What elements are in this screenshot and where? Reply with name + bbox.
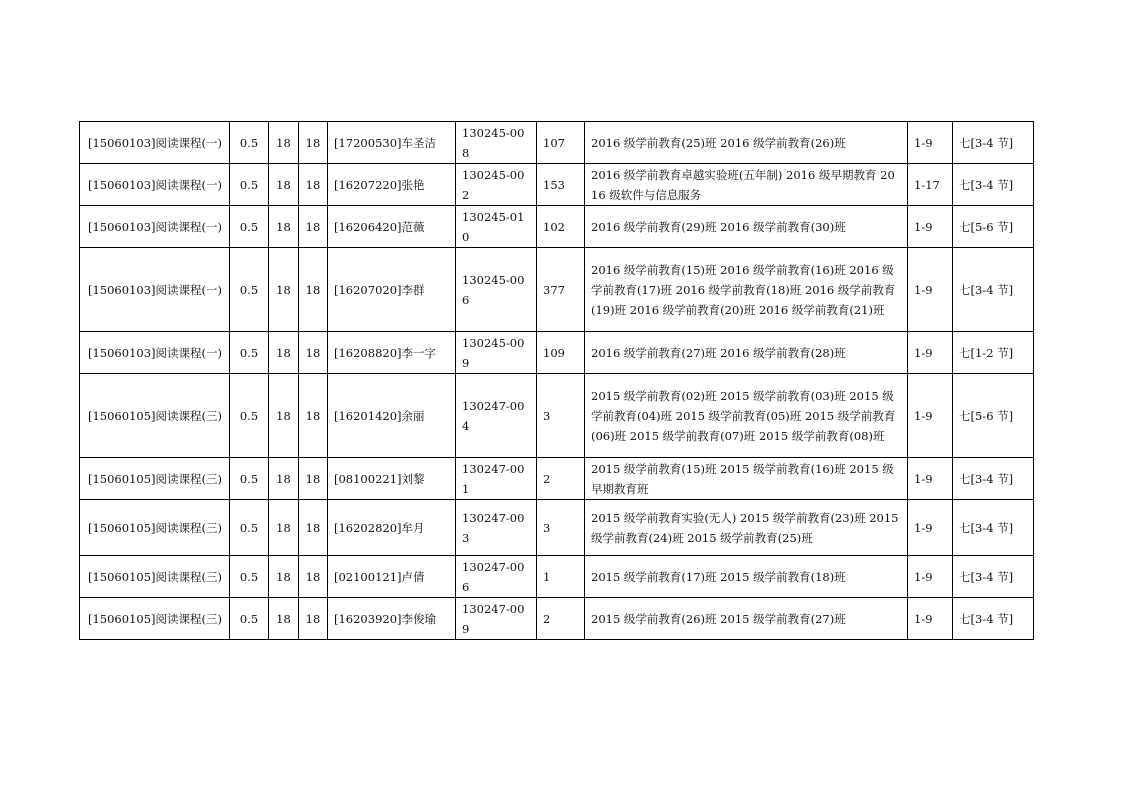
student-count-cell: 1 <box>537 556 585 598</box>
weeks-cell: 1-9 <box>908 458 953 500</box>
hours-weekly-cell: 18 <box>299 458 328 500</box>
hours-weekly-cell: 18 <box>299 374 328 458</box>
weeks-cell: 1-9 <box>908 556 953 598</box>
time-slot-cell: 七[3-4 节] <box>953 248 1034 332</box>
course-name-cell: [15060105]阅读课程(三) <box>80 500 230 556</box>
classes-cell: 2015 级学前教育实验(无人) 2015 级学前教育(23)班 2015 级学前教育(24)班 2015 级学前教育(25)班 <box>585 500 908 556</box>
credit-cell: 0.5 <box>230 206 269 248</box>
credit-cell: 0.5 <box>230 164 269 206</box>
class-code-cell: 130245-010 <box>456 206 537 248</box>
teacher-cell: [16207020]李群 <box>328 248 456 332</box>
teacher-cell: [17200530]车圣洁 <box>328 122 456 164</box>
classes-cell: 2016 级学前教育卓越实验班(五年制) 2016 级早期教育 2016 级软件与信息服务 <box>585 164 908 206</box>
time-slot-cell: 七[3-4 节] <box>953 164 1034 206</box>
student-count-cell: 107 <box>537 122 585 164</box>
hours-weekly-cell: 18 <box>299 206 328 248</box>
teacher-cell: [16202820]牟月 <box>328 500 456 556</box>
hours-total-cell: 18 <box>269 206 299 248</box>
teacher-cell: [16203920]李俊瑜 <box>328 598 456 640</box>
credit-cell: 0.5 <box>230 122 269 164</box>
table-row <box>80 332 1034 374</box>
student-count-cell: 102 <box>537 206 585 248</box>
teacher-cell: [08100221]刘黎 <box>328 458 456 500</box>
table-row <box>80 500 1034 556</box>
class-code-cell: 130247-006 <box>456 556 537 598</box>
credit-cell: 0.5 <box>230 374 269 458</box>
table-row <box>80 458 1034 500</box>
class-code-cell: 130245-002 <box>456 164 537 206</box>
time-slot-cell: 七[3-4 节] <box>953 500 1034 556</box>
weeks-cell: 1-9 <box>908 374 953 458</box>
hours-total-cell: 18 <box>269 598 299 640</box>
student-count-cell: 3 <box>537 500 585 556</box>
hours-weekly-cell: 18 <box>299 164 328 206</box>
weeks-cell: 1-9 <box>908 206 953 248</box>
table-row <box>80 556 1034 598</box>
weeks-cell: 1-9 <box>908 500 953 556</box>
time-slot-cell: 七[3-4 节] <box>953 556 1034 598</box>
time-slot-cell: 七[3-4 节] <box>953 598 1034 640</box>
student-count-cell: 109 <box>537 332 585 374</box>
teacher-cell: [16208820]李一字 <box>328 332 456 374</box>
credit-cell: 0.5 <box>230 248 269 332</box>
hours-total-cell: 18 <box>269 332 299 374</box>
credit-cell: 0.5 <box>230 458 269 500</box>
course-name-cell: [15060103]阅读课程(一) <box>80 164 230 206</box>
time-slot-cell: 七[5-6 节] <box>953 374 1034 458</box>
hours-weekly-cell: 18 <box>299 500 328 556</box>
classes-cell: 2015 级学前教育(26)班 2015 级学前教育(27)班 <box>585 598 908 640</box>
course-schedule-page <box>79 121 1033 640</box>
hours-weekly-cell: 18 <box>299 332 328 374</box>
weeks-cell: 1-9 <box>908 332 953 374</box>
classes-cell: 2015 级学前教育(17)班 2015 级学前教育(18)班 <box>585 556 908 598</box>
hours-weekly-cell: 18 <box>299 122 328 164</box>
student-count-cell: 3 <box>537 374 585 458</box>
time-slot-cell: 七[3-4 节] <box>953 458 1034 500</box>
course-name-cell: [15060103]阅读课程(一) <box>80 122 230 164</box>
course-name-cell: [15060103]阅读课程(一) <box>80 248 230 332</box>
credit-cell: 0.5 <box>230 332 269 374</box>
class-code-cell: 130245-008 <box>456 122 537 164</box>
course-schedule-table <box>79 121 1034 640</box>
teacher-cell: [02100121]卢倩 <box>328 556 456 598</box>
credit-cell: 0.5 <box>230 556 269 598</box>
table-row <box>80 374 1034 458</box>
time-slot-cell: 七[3-4 节] <box>953 122 1034 164</box>
hours-total-cell: 18 <box>269 374 299 458</box>
student-count-cell: 2 <box>537 598 585 640</box>
table-row <box>80 598 1034 640</box>
class-code-cell: 130247-001 <box>456 458 537 500</box>
hours-total-cell: 18 <box>269 164 299 206</box>
weeks-cell: 1-17 <box>908 164 953 206</box>
classes-cell: 2016 级学前教育(29)班 2016 级学前教育(30)班 <box>585 206 908 248</box>
class-code-cell: 130245-009 <box>456 332 537 374</box>
hours-total-cell: 18 <box>269 458 299 500</box>
classes-cell: 2016 级学前教育(15)班 2016 级学前教育(16)班 2016 级学前教育(17)班 2016 级学前教育(18)班 2016 级学前教育(19)班 2016 级学前教育(20)班 2016 级学前教育(21)班 <box>585 248 908 332</box>
class-code-cell: 130247-004 <box>456 374 537 458</box>
classes-cell: 2016 级学前教育(25)班 2016 级学前教育(26)班 <box>585 122 908 164</box>
hours-weekly-cell: 18 <box>299 598 328 640</box>
time-slot-cell: 七[5-6 节] <box>953 206 1034 248</box>
table-body <box>80 122 1034 640</box>
time-slot-cell: 七[1-2 节] <box>953 332 1034 374</box>
course-name-cell: [15060103]阅读课程(一) <box>80 332 230 374</box>
table-row <box>80 122 1034 164</box>
hours-total-cell: 18 <box>269 500 299 556</box>
teacher-cell: [16201420]余丽 <box>328 374 456 458</box>
hours-weekly-cell: 18 <box>299 248 328 332</box>
course-name-cell: [15060105]阅读课程(三) <box>80 458 230 500</box>
teacher-cell: [16207220]张艳 <box>328 164 456 206</box>
credit-cell: 0.5 <box>230 598 269 640</box>
course-name-cell: [15060103]阅读课程(一) <box>80 206 230 248</box>
student-count-cell: 2 <box>537 458 585 500</box>
credit-cell: 0.5 <box>230 500 269 556</box>
table-row <box>80 164 1034 206</box>
classes-cell: 2016 级学前教育(27)班 2016 级学前教育(28)班 <box>585 332 908 374</box>
classes-cell: 2015 级学前教育(15)班 2015 级学前教育(16)班 2015 级早期教育班 <box>585 458 908 500</box>
course-name-cell: [15060105]阅读课程(三) <box>80 556 230 598</box>
table-row <box>80 206 1034 248</box>
hours-total-cell: 18 <box>269 556 299 598</box>
classes-cell: 2015 级学前教育(02)班 2015 级学前教育(03)班 2015 级学前教育(04)班 2015 级学前教育(05)班 2015 级学前教育(06)班 2015 级学前教育(07)班 2015 级学前教育(08)班 <box>585 374 908 458</box>
weeks-cell: 1-9 <box>908 122 953 164</box>
table-row <box>80 248 1034 332</box>
class-code-cell: 130247-003 <box>456 500 537 556</box>
course-name-cell: [15060105]阅读课程(三) <box>80 598 230 640</box>
hours-weekly-cell: 18 <box>299 556 328 598</box>
teacher-cell: [16206420]范薇 <box>328 206 456 248</box>
course-name-cell: [15060105]阅读课程(三) <box>80 374 230 458</box>
hours-total-cell: 18 <box>269 248 299 332</box>
class-code-cell: 130247-009 <box>456 598 537 640</box>
weeks-cell: 1-9 <box>908 598 953 640</box>
hours-total-cell: 18 <box>269 122 299 164</box>
student-count-cell: 377 <box>537 248 585 332</box>
student-count-cell: 153 <box>537 164 585 206</box>
class-code-cell: 130245-006 <box>456 248 537 332</box>
weeks-cell: 1-9 <box>908 248 953 332</box>
